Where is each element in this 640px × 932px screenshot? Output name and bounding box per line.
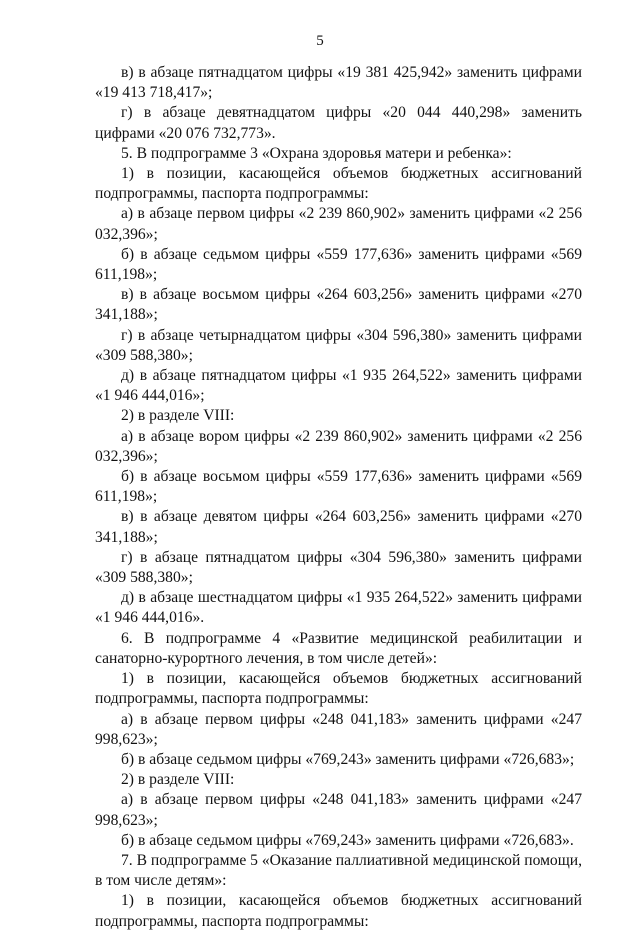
document-body	[95, 63, 582, 932]
paragraph: а) в абзаце первом цифры «248 041,183» заменить цифрами «247 998,623»;	[95, 791, 582, 829]
paragraph: д) в абзаце шестнадцатом цифры «1 935 264,522» заменить цифрами «1 946 444,016».	[95, 589, 582, 627]
paragraph: 1) в позиции, касающейся объемов бюджетных ассигнований подпрограммы, паспорта подпрограммы:	[95, 892, 582, 930]
paragraph: в) в абзаце девятом цифры «264 603,256» заменить цифрами «270 341,188»;	[95, 508, 582, 546]
paragraph: 2) в разделе VIII:	[121, 407, 235, 425]
paragraph: 7. В подпрограмме 5 «Оказание паллиативной медицинской помощи, в том числе детям»:	[95, 851, 582, 890]
paragraph: 2) в разделе VIII:	[121, 771, 235, 789]
paragraph: г) в абзаце пятнадцатом цифры «304 596,380» заменить цифрами «309 588,380»;	[95, 548, 582, 587]
paragraph: а) в абзаце вором цифры «2 239 860,902» заменить цифрами «2 256 032,396»;	[95, 427, 582, 465]
paragraph: б) в абзаце седьмом цифры «559 177,636» заменить цифрами «569 611,198»;	[95, 245, 582, 284]
paragraph: 5. В подпрограмме 3 «Охрана здоровья матери и ребенка»:	[121, 144, 512, 162]
paragraph: 1) в позиции, касающейся объемов бюджетных ассигнований подпрограммы, паспорта подпрограммы:	[95, 670, 582, 708]
paragraph: г) в абзаце четырнадцатом цифры «304 596,380» заменить цифрами «309 588,380»;	[95, 326, 582, 364]
paragraph: а) в абзаце первом цифры «248 041,183» заменить цифрами «247 998,623»;	[95, 710, 582, 748]
paragraph: в) в абзаце восьмом цифры «264 603,256» заменить цифрами «270 341,188»;	[95, 286, 582, 324]
paragraph: б) в абзаце седьмом цифры «769,243» заменить цифрами «726,683»;	[121, 750, 575, 768]
paragraph: г) в абзаце девятнадцатом цифры «20 044 440,298» заменить цифрами «20 076 732,773».	[95, 104, 582, 142]
page-number: 5	[316, 33, 324, 49]
paragraph: д) в абзаце пятнадцатом цифры «1 935 264,522» заменить цифрами «1 946 444,016»;	[95, 367, 582, 405]
paragraph: 1) в позиции, касающейся объемов бюджетных ассигнований подпрограммы, паспорта подпрограммы:	[95, 165, 582, 203]
paragraph: б) в абзаце восьмом цифры «559 177,636» заменить цифрами «569 611,198»;	[95, 468, 582, 506]
paragraph: 6. В подпрограмме 4 «Развитие медицинской реабилитации и санаторно-курортного лечения, в том числе детей»:	[95, 629, 582, 667]
paragraph: в) в абзаце пятнадцатом цифры «19 381 425,942» заменить цифрами «19 413 718,417»;	[95, 64, 582, 102]
paragraph: б) в абзаце седьмом цифры «769,243» заменить цифрами «726,683».	[121, 831, 574, 849]
paragraph: а) в абзаце первом цифры «2 239 860,902» заменить цифрами «2 256 032,396»;	[95, 205, 582, 243]
